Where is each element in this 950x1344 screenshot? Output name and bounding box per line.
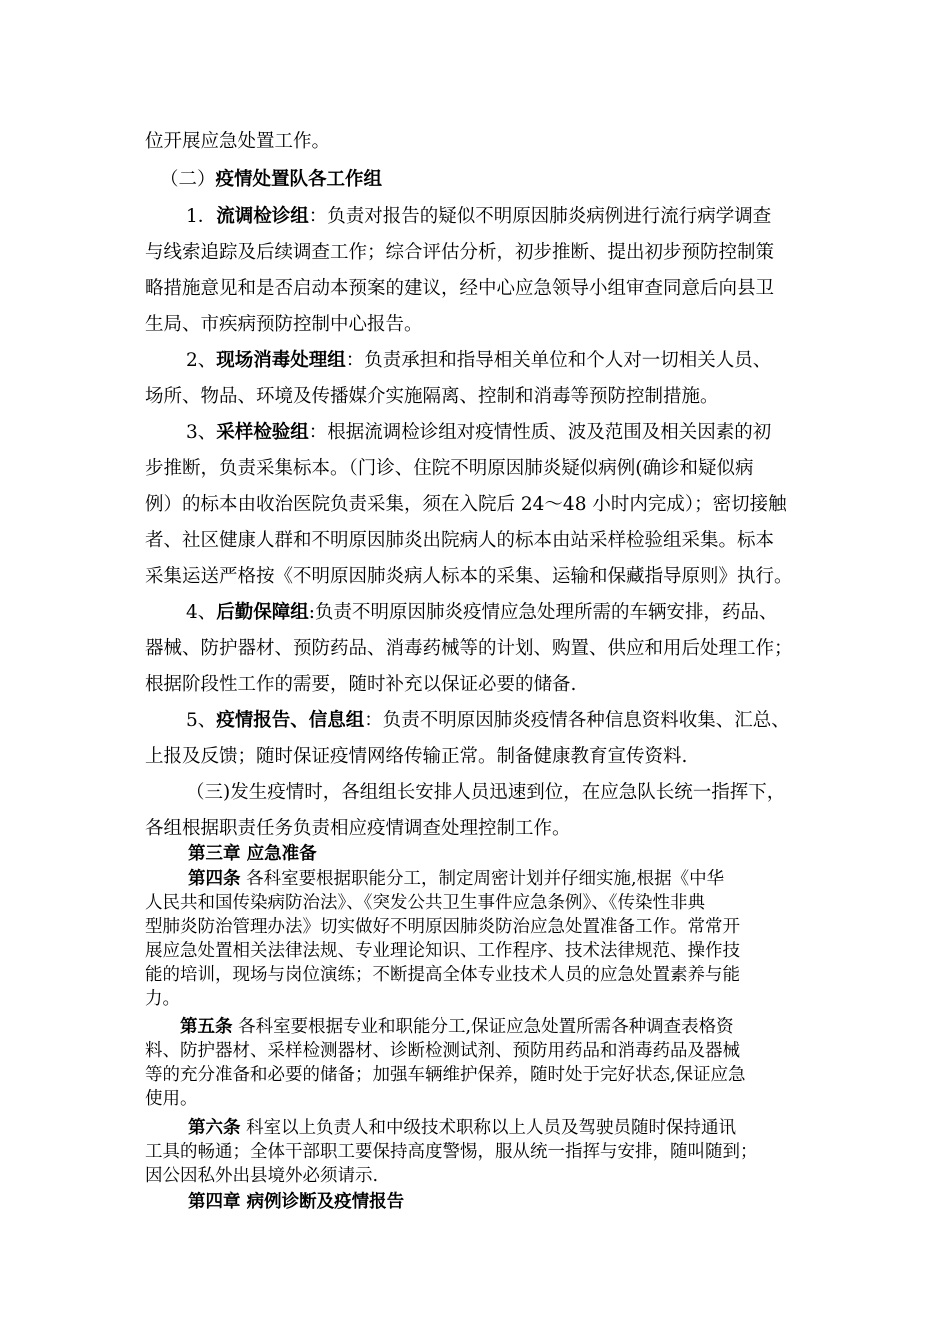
paragraph-line <box>145 891 705 915</box>
text: 步推断，负责采集标本。（门诊、住院不明原因肺炎疑似病例(确诊和疑似病 <box>145 458 754 479</box>
paragraph-line <box>188 867 724 891</box>
paragraph-line <box>145 493 787 517</box>
text: 器械、防护器材、预防药品、消毒药械等的计划、购置、供应和用后处理工作； <box>145 638 793 659</box>
bold-text: 流调检诊组 <box>216 206 309 227</box>
paragraph-line <box>145 745 687 769</box>
paragraph-line <box>145 1063 746 1087</box>
chapter-heading <box>188 1190 404 1214</box>
paragraph-line <box>145 915 740 939</box>
chapter-heading <box>188 842 317 866</box>
paragraph-line <box>145 529 774 553</box>
bold-text: 第六条 <box>188 1118 241 1138</box>
bold-text: 采样检验组 <box>216 422 309 443</box>
text: ：负责对报告的疑似不明原因肺炎病例进行流行病学调查 <box>308 206 772 227</box>
bold-text: 现场消毒处理组 <box>216 350 346 371</box>
text: 例）的标本由收治医院负责采集，须在入院后 24～48 小时内完成）；密切接触 <box>145 494 787 515</box>
bold-text: 第四条 <box>188 869 241 889</box>
paragraph-line <box>145 1039 740 1063</box>
text: 因公因私外出县境外必须请示. <box>145 1166 379 1186</box>
paragraph-line <box>145 565 793 589</box>
paragraph-line <box>145 963 740 987</box>
text: 各组根据职责任务负责相应疫情调查处理控制工作。 <box>145 818 571 839</box>
text: 力。 <box>145 989 180 1009</box>
text: 者、社区健康人群和不明原因肺炎出院病人的标本由站采样检验组采集。标本 <box>145 530 775 551</box>
bold-text: 后勤保障组 <box>216 602 309 623</box>
paragraph-line <box>186 781 785 805</box>
text: 与线索追踪及后续调查工作；综合评估分析，初步推断、提出初步预防控制策 <box>145 242 775 263</box>
paragraph-line <box>145 313 423 337</box>
text: ：负责承担和指导相关单位和个人对一切相关人员、 <box>345 350 772 371</box>
paragraph-line <box>145 385 719 409</box>
text: 展应急处置相关法律法规、专业理论知识、工作程序、技术法律规范、操作技 <box>145 941 740 961</box>
text: 位开展应急处置工作。 <box>145 131 331 152</box>
bold-text: 疫情报告、信息组 <box>216 710 365 731</box>
section-heading <box>160 168 382 192</box>
paragraph-line <box>186 421 771 445</box>
text: 等的充分准备和必要的储备；加强车辆维护保养，随时处于完好状态,保证应急 <box>145 1065 746 1085</box>
paragraph-line <box>145 1164 378 1188</box>
paragraph-line <box>145 277 774 301</box>
paragraph-line <box>145 987 180 1011</box>
text: （二） <box>160 169 216 190</box>
text: 5、 <box>186 710 217 731</box>
paragraph-line <box>145 241 774 265</box>
text: 各科室要根据专业和职能分工,保证应急处置所需各种调查表格资 <box>232 1017 734 1037</box>
text: 场所、物品、环境及传播媒介实施隔离、控制和消毒等预防控制措施。 <box>145 386 719 407</box>
text: 略措施意见和是否启动本预案的建议，经中心应急领导小组审查同意后向县卫 <box>145 278 775 299</box>
paragraph-line <box>145 673 576 697</box>
paragraph-line <box>145 817 571 841</box>
text: 采集运送严格按《不明原因肺炎病人标本的采集、运输和保藏指导原则》执行。 <box>145 566 793 587</box>
paragraph-line <box>186 349 771 373</box>
paragraph-line <box>145 1140 758 1164</box>
text: :负责不明原因肺炎疫情应急处理所需的车辆安排，药品、 <box>308 602 778 623</box>
text: 1． <box>186 206 217 227</box>
text: 型肺炎防治管理办法》切实做好不明原因肺炎防治应急处置准备工作。常常开 <box>145 917 740 937</box>
paragraph-line <box>180 1015 734 1039</box>
text: 2、 <box>186 350 217 371</box>
paragraph-line <box>186 709 790 733</box>
paragraph-line <box>186 205 771 229</box>
paragraph-line <box>145 1087 198 1111</box>
text: （三)发生疫情时，各组组长安排人员迅速到位，在应急队长统一指挥下， <box>186 782 786 803</box>
paragraph-line <box>145 939 740 963</box>
bold-text: 第四章 病例诊断及疫情报告 <box>188 1192 405 1212</box>
bold-text: 第三章 应急准备 <box>188 844 317 864</box>
text: 能的培训，现场与岗位演练；不断提高全体专业技术人员的应急处置素养与能 <box>145 965 740 985</box>
text: 3、 <box>186 422 217 443</box>
text: 根据阶段性工作的需要，随时补充以保证必要的储备. <box>145 674 577 695</box>
paragraph-line <box>145 130 330 154</box>
paragraph-line <box>188 1116 736 1140</box>
text: 工具的畅通；全体干部职工要保持高度警惕，服从统一指挥与安排，随叫随到； <box>145 1142 758 1162</box>
text: 各科室要根据职能分工，制定周密计划并仔细实施,根据《中华 <box>240 869 725 889</box>
text: 料、防护器材、采样检测器材、诊断检测试剂、预防用药品和消毒药品及器械 <box>145 1041 740 1061</box>
text: 人民共和国传染病防治法》、《突发公共卫生事件应急条例》、《传染性非典 <box>145 893 705 913</box>
paragraph-line <box>145 457 753 481</box>
text: 使用。 <box>145 1089 198 1109</box>
text: 科室以上负责人和中级技术职称以上人员及驾驶员随时保持通讯 <box>240 1118 737 1138</box>
text: 上报及反馈；随时保证疫情网络传输正常。制备健康教育宣传资料. <box>145 746 688 767</box>
text: 生局、市疾病预防控制中心报告。 <box>145 314 423 335</box>
text: ：负责不明原因肺炎疫情各种信息资料收集、汇总、 <box>364 710 790 731</box>
bold-text: 第五条 <box>180 1017 233 1037</box>
text: ：根据流调检诊组对疫情性质、波及范围及相关因素的初 <box>308 422 772 443</box>
text: 4、 <box>186 602 217 623</box>
paragraph-line <box>186 601 778 625</box>
paragraph-line <box>145 637 793 661</box>
bold-text: 疫情处置队各工作组 <box>215 169 383 190</box>
